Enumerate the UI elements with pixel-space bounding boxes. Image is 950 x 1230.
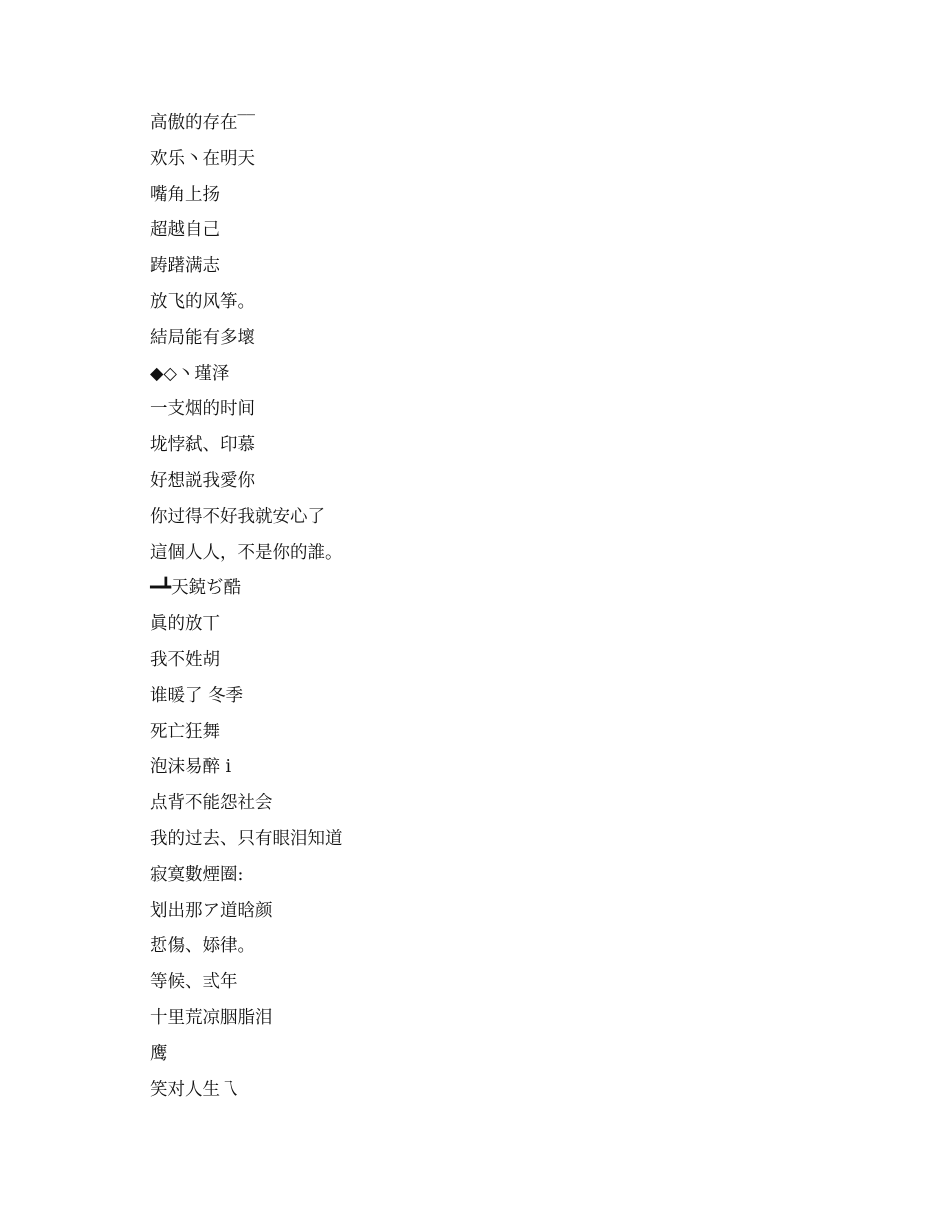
list-item: 十里荒凉胭脂泪: [150, 1007, 273, 1028]
list-item: 悊傷、婖律。: [150, 936, 255, 957]
list-item: 泡沫易醉 i: [150, 757, 232, 778]
list-item: 放飞的风筝。: [150, 291, 255, 312]
list-item: 点背不能怨社会: [150, 793, 273, 814]
list-item: 死亡狂舞: [150, 721, 220, 742]
list-item: 我的过去、只有眼泪知道: [150, 828, 343, 849]
list-item: 寂寞數煙圈:: [150, 864, 244, 885]
list-item: 等候、弎年: [150, 972, 238, 993]
list-item: 嘴角上扬: [150, 184, 220, 205]
list-item: 你过得不好我就安心了: [150, 506, 325, 527]
list-item: 欢乐丶在明天: [150, 148, 255, 169]
name-list: [150, 106, 343, 1108]
list-item: ━┻天鋴ぢ酷: [150, 578, 242, 599]
list-item: 我不姓胡: [150, 649, 220, 670]
list-item: 一支烟的时间: [150, 399, 255, 420]
list-item: 踌躇满志: [150, 256, 220, 277]
list-item: 划出那ア道晗颜: [150, 900, 273, 921]
list-item: 高傲的存在‾‾: [150, 113, 255, 133]
list-item: 這個人人，不是你的誰。: [150, 542, 343, 563]
list-item: 好想説我愛你: [150, 470, 255, 491]
list-item: 超越自己: [150, 220, 220, 241]
list-item: ◆◇丶瑾泽: [150, 363, 230, 384]
list-item: 垅悖弑、印慕: [150, 435, 255, 456]
list-item: 眞的放丅: [150, 614, 220, 635]
list-item: 笑对人生乁: [150, 1079, 238, 1100]
list-item: 鹰: [150, 1043, 168, 1064]
list-item: 谁暖了 冬季: [150, 685, 244, 706]
list-item: 結局能有多壞: [150, 327, 255, 348]
